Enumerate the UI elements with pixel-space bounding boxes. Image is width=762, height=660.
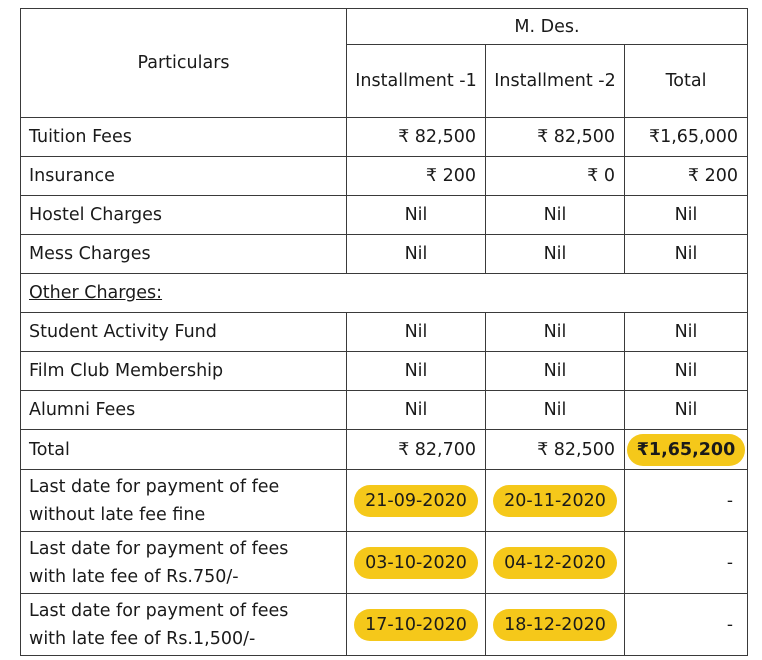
row-label: Alumni Fees [21, 391, 347, 430]
table-row [21, 313, 748, 352]
row-inst2: Nil [486, 196, 625, 235]
deadline-date-inst1: 21-09-2020 [354, 485, 478, 517]
row-label: Tuition Fees [21, 118, 347, 157]
row-inst2: ₹ 82,500 [486, 118, 625, 157]
other-charges-row [21, 274, 748, 313]
deadline-date-inst2: 20-11-2020 [493, 485, 617, 517]
deadline-total: - [625, 532, 748, 594]
row-label: Film Club Membership [21, 352, 347, 391]
row-inst1: Nil [347, 196, 486, 235]
fee-table [20, 8, 748, 656]
deadline-row [21, 594, 748, 656]
row-inst1: Nil [347, 352, 486, 391]
deadline-date-inst1: 17-10-2020 [354, 609, 478, 641]
deadline-row [21, 470, 748, 532]
row-total: Nil [625, 235, 748, 274]
row-total: ₹ 200 [625, 157, 748, 196]
deadline-date-inst2: 04-12-2020 [493, 547, 617, 579]
row-total: Nil [625, 196, 748, 235]
row-label: Insurance [21, 157, 347, 196]
deadline-label-line1: Last date for payment of fees [29, 538, 289, 559]
total-row [21, 430, 748, 470]
header-program: M. Des. [347, 9, 748, 45]
row-inst2: ₹ 0 [486, 157, 625, 196]
row-inst2: Nil [486, 235, 625, 274]
deadline-total: - [625, 594, 748, 656]
header-total: Total [625, 45, 748, 118]
deadline-label-line2: with late fee of Rs.750/- [29, 566, 239, 587]
table-row [21, 196, 748, 235]
deadline-label-line1: Last date for payment of fee [29, 476, 280, 497]
row-inst2: Nil [486, 313, 625, 352]
header-particulars: Particulars [21, 9, 347, 118]
header-installment-2: Installment -2 [486, 45, 625, 118]
header-installment-1: Installment -1 [347, 45, 486, 118]
row-total: Nil [625, 352, 748, 391]
table-row [21, 352, 748, 391]
table-row [21, 157, 748, 196]
deadline-label-line2: without late fee fine [29, 504, 206, 525]
total-inst2: ₹ 82,500 [486, 430, 625, 470]
row-total: Nil [625, 391, 748, 430]
other-charges-label: Other Charges: [29, 283, 163, 303]
row-inst1: ₹ 82,500 [347, 118, 486, 157]
row-label: Student Activity Fund [21, 313, 347, 352]
row-label: Hostel Charges [21, 196, 347, 235]
row-inst1: Nil [347, 235, 486, 274]
deadline-label-line2: with late fee of Rs.1,500/- [29, 628, 256, 649]
row-total: ₹1,65,000 [625, 118, 748, 157]
grand-total-highlight: ₹1,65,200 [627, 434, 746, 466]
table-row [21, 118, 748, 157]
total-label: Total [21, 430, 347, 470]
row-inst1: Nil [347, 313, 486, 352]
row-label: Mess Charges [21, 235, 347, 274]
deadline-total: - [625, 470, 748, 532]
table-row [21, 391, 748, 430]
row-inst1: ₹ 200 [347, 157, 486, 196]
deadline-row [21, 532, 748, 594]
total-inst1: ₹ 82,700 [347, 430, 486, 470]
row-total: Nil [625, 313, 748, 352]
deadline-date-inst1: 03-10-2020 [354, 547, 478, 579]
row-inst2: Nil [486, 352, 625, 391]
table-row [21, 235, 748, 274]
row-inst2: Nil [486, 391, 625, 430]
deadline-label-line1: Last date for payment of fees [29, 600, 289, 621]
row-inst1: Nil [347, 391, 486, 430]
deadline-date-inst2: 18-12-2020 [493, 609, 617, 641]
